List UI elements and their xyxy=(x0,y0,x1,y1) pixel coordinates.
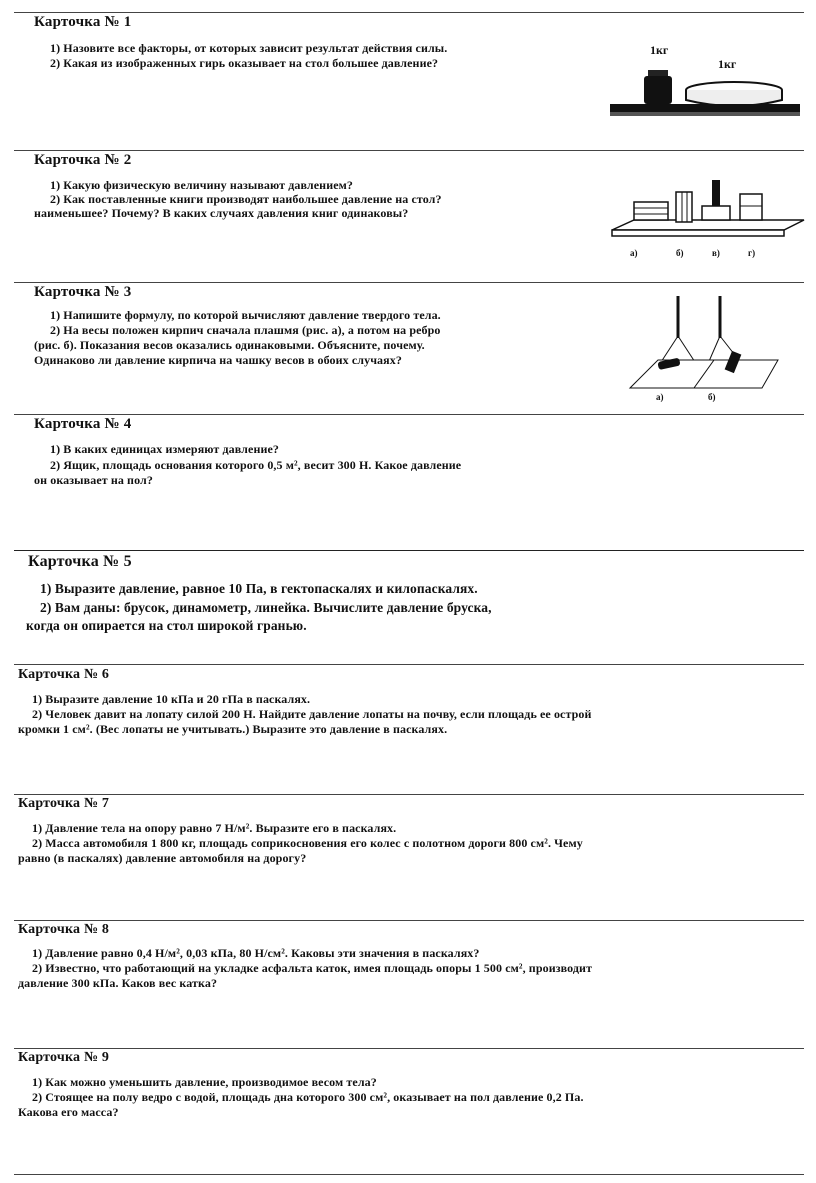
card-title: Карточка № 5 xyxy=(28,553,132,570)
card-title: Карточка № 1 xyxy=(34,14,132,30)
question-2: 2) Вам даны: брусок, динамометр, линейка. Вычислите давление бруска, xyxy=(40,600,492,615)
divider xyxy=(14,794,804,795)
question-1: 1) Назовите все факторы, от которых зависит результат действия силы. xyxy=(50,41,448,55)
divider xyxy=(14,664,804,665)
question-1: 1) Напишите формулу, по которой вычисляют давление твердого тела. xyxy=(50,308,441,322)
book-v-base xyxy=(702,206,730,220)
label-a: а) xyxy=(630,248,638,258)
question-2: 2) Масса автомобиля 1 800 кг, площадь соприкосновения его колес с полотном дороги 800 см². Чему xyxy=(32,836,583,850)
label-b: б) xyxy=(676,248,684,258)
weight-right-label: 1кг xyxy=(718,57,737,71)
question-2-cont: кромки 1 см². (Вес лопаты не учитывать.) Выразите это давление в паскалях. xyxy=(18,722,448,736)
question-2: 2) Известно, что работающий на укладке асфальта каток, имея площадь опоры 1 500 см², производит xyxy=(32,961,593,975)
question-1: 1) В каких единицах измеряют давление? xyxy=(50,442,279,456)
question-2-cont: Одинаково ли давление кирпича на чашку весов в обоих случаях? xyxy=(34,353,402,367)
question-2: 2) Какая из изображенных гирь оказывает на стол большее давление? xyxy=(50,56,439,70)
card-title: Карточка № 7 xyxy=(18,796,110,811)
label-b: б) xyxy=(708,392,716,402)
divider xyxy=(14,12,804,13)
table-surface xyxy=(612,220,804,230)
table-edge xyxy=(610,112,800,116)
divider xyxy=(14,150,804,151)
question-2-cont: Какова его масса? xyxy=(18,1105,119,1119)
question-1: 1) Выразите давление, равное 10 Па, в гектопаскалях и килопаскалях. xyxy=(40,581,478,596)
question-2-cont: (рис. б). Показания весов оказались одинаковыми. Объясните, почему. xyxy=(34,338,425,352)
question-2: 2) Ящик, площадь основания которого 0,5 м², весит 300 Н. Какое давление xyxy=(50,458,462,472)
question-1: 1) Выразите давление 10 кПа и 20 гПа в паскалях. xyxy=(32,692,311,706)
divider xyxy=(14,550,804,551)
question-2: 2) На весы положен кирпич сначала плашмя (рис. а), а потом на ребро xyxy=(50,323,441,337)
label-a: а) xyxy=(656,392,664,402)
question-1: 1) Давление тела на опору равно 7 Н/м². Выразите его в паскалях. xyxy=(32,821,397,835)
question-2-cont: равно (в паскалях) давление автомобиля на дорогу? xyxy=(18,851,307,865)
label-v: в) xyxy=(712,248,720,258)
book-b xyxy=(676,192,692,222)
weight-small xyxy=(644,76,672,104)
card-title: Карточка № 2 xyxy=(34,152,132,168)
book-v xyxy=(712,180,720,206)
card-title: Карточка № 4 xyxy=(34,416,132,432)
divider xyxy=(14,414,804,415)
question-1: 1) Давление равно 0,4 Н/м², 0,03 кПа, 80 Н/см². Каковы эти значения в паскалях? xyxy=(32,946,480,960)
question-2-cont: наименьшее? Почему? В каких случаях давления книг одинаковы? xyxy=(34,206,409,220)
book-g xyxy=(740,194,762,220)
question-2: 2) Стоящее на полу ведро с водой, площадь дна которого 300 см², оказывает на пол давление 0,2 Па. xyxy=(32,1090,584,1104)
books-figure xyxy=(608,176,808,262)
card-title: Карточка № 8 xyxy=(18,922,110,937)
question-1: 1) Как можно уменьшить давление, производимое весом тела? xyxy=(32,1075,377,1089)
divider xyxy=(14,282,804,283)
question-2-cont: давление 300 кПа. Каков вес катка? xyxy=(18,976,218,990)
divider xyxy=(14,1048,804,1049)
label-g: г) xyxy=(748,248,756,258)
weight-left-label: 1кг xyxy=(650,43,669,57)
card-title: Карточка № 3 xyxy=(34,284,132,300)
weights-figure xyxy=(604,40,804,124)
question-2-cont: он оказывает на пол? xyxy=(34,473,153,487)
table-front xyxy=(612,230,784,236)
book-a xyxy=(634,202,668,220)
divider xyxy=(14,920,804,921)
divider xyxy=(14,1174,804,1175)
card-title: Карточка № 9 xyxy=(18,1050,110,1065)
scales-figure xyxy=(628,294,808,402)
question-2: 2) Человек давит на лопату силой 200 Н. Найдите давление лопаты на почву, если площадь ее острой xyxy=(32,707,592,721)
question-2-cont: когда он опирается на стол широкой гранью. xyxy=(26,618,307,633)
weight-disk-side xyxy=(686,90,782,106)
question-1: 1) Какую физическую величину называют давлением? xyxy=(50,178,354,192)
card-title: Карточка № 6 xyxy=(18,667,110,682)
question-2: 2) Как поставленные книги производят наибольшее давление на стол? xyxy=(50,192,442,206)
table-top xyxy=(610,104,800,112)
